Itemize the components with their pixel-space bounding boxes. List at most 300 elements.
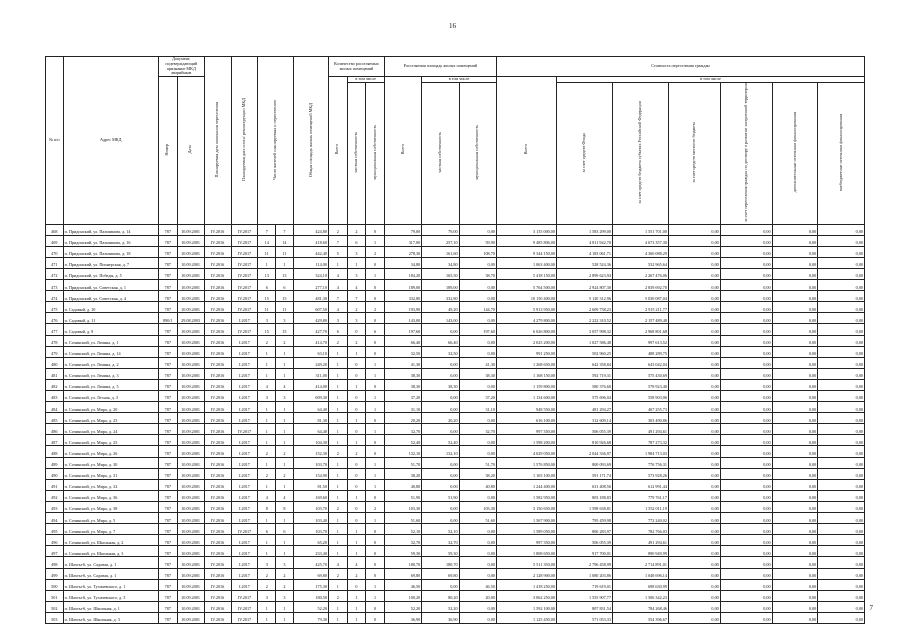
table-cell: 414,70 — [293, 335, 328, 346]
table-cell: 476 — [46, 313, 64, 324]
table-cell: 2 — [347, 568, 366, 579]
table-cell: 7 — [276, 224, 294, 235]
table-cell: 0,00 — [459, 224, 496, 235]
table-cell: 0,00 — [668, 501, 720, 512]
table-cell: 698 630,99 — [612, 579, 668, 590]
table-cell: 143,00 — [384, 313, 421, 324]
table-cell: 10.09.2001 — [177, 513, 204, 524]
table-cell: 10.09.2001 — [177, 302, 204, 313]
table-cell: IV.2016 — [204, 479, 231, 490]
table-cell: 0,00 — [459, 535, 496, 546]
table-cell: IV.2016 — [204, 324, 231, 335]
table-cell: 787 — [158, 490, 177, 501]
table-cell: 469 — [46, 235, 64, 246]
table-cell: 8 — [258, 501, 276, 512]
table-cell: 0,00 — [818, 313, 865, 324]
table-cell: 165,50 — [422, 268, 459, 279]
table-cell: 2 899 623,94 — [556, 268, 612, 279]
table-cell: 787 — [158, 468, 177, 479]
table-cell: 0,00 — [818, 490, 865, 501]
table-cell: 4 360 088,29 — [612, 246, 668, 257]
table-cell: 2 915 211,77 — [612, 302, 668, 313]
table-cell: IV.2016 — [204, 590, 231, 601]
table-cell: 1 592 100,00 — [496, 601, 556, 612]
table-cell: 491 — [46, 479, 64, 490]
table-cell: 0,00 — [818, 524, 865, 535]
table-cell: 1 418 250,00 — [496, 579, 556, 590]
table-cell: п. Шахты-6, ул. Школьная, д. 3 — [63, 612, 158, 623]
table-cell: 10.09.2001 — [177, 424, 204, 435]
table-cell: 2 044 336,97 — [556, 446, 612, 457]
table-cell: 154,90 — [293, 468, 328, 479]
table-cell: 0,00 — [668, 357, 720, 368]
table-cell: 0,00 — [818, 402, 865, 413]
table-cell: 1 — [328, 424, 347, 435]
table-cell: 2 — [276, 579, 294, 590]
table-cell: 4 — [328, 302, 347, 313]
table-cell: I.2017 — [231, 335, 258, 346]
table-cell: 787 — [158, 601, 177, 612]
table-cell: 5 030 087,04 — [612, 291, 668, 302]
table-cell: 2 924 807,30 — [556, 280, 612, 291]
table-cell: 4 — [276, 490, 294, 501]
table-cell: 59,30 — [384, 546, 421, 557]
table-cell: 0,00 — [772, 546, 818, 557]
table-cell: 474 — [46, 291, 64, 302]
table-cell: 0,00 — [772, 413, 818, 424]
table-cell: 0,00 — [668, 590, 720, 601]
table-cell: 41,30 — [384, 357, 421, 368]
table-cell: 0,00 — [720, 446, 772, 457]
table-cell: 5 764 500,00 — [496, 280, 556, 291]
table-cell: 0,00 — [459, 346, 496, 357]
table-cell: 103,70 — [293, 524, 328, 535]
table-cell: 0 — [347, 457, 366, 468]
table-cell: I.2017 — [231, 535, 258, 546]
table-cell: 0 — [347, 513, 366, 524]
table-cell: 10.09.2001 — [177, 235, 204, 246]
table-cell: п. Шахты-6, ул. Тухачевского, д. 3 — [63, 590, 158, 601]
table-cell: 591 171,74 — [556, 468, 612, 479]
table-cell: 0,00 — [459, 413, 496, 424]
table-cell: 0,00 — [772, 535, 818, 546]
table-cell: 2 609 738,23 — [556, 302, 612, 313]
table-cell: 573 928,26 — [612, 468, 668, 479]
header-fund-extra2: внебюджетные источники финансирования — [818, 83, 865, 225]
table-cell: 2 128 900,00 — [496, 568, 556, 579]
table-cell: 4 — [347, 280, 366, 291]
table-cell: 52,20 — [384, 601, 421, 612]
table-row — [46, 324, 865, 335]
table-cell: 502 960,25 — [556, 346, 612, 357]
table-cell: 810 926,68 — [556, 435, 612, 446]
table-cell: 787 — [158, 280, 177, 291]
table-cell: I.2017 — [231, 435, 258, 446]
table-cell: 249,20 — [293, 357, 328, 368]
table-cell: 59,90 — [459, 235, 496, 246]
table-cell: 0,00 — [818, 513, 865, 524]
table-cell: 580 376,60 — [556, 379, 612, 390]
table-cell: 2 — [328, 590, 347, 601]
table-cell: IV.2017 — [231, 291, 258, 302]
table-cell: 32,70 — [384, 424, 421, 435]
table-cell: 1 — [347, 346, 366, 357]
table-cell: 3 — [276, 391, 294, 402]
table-cell: 0,00 — [818, 579, 865, 590]
table-cell: 503 — [46, 612, 64, 623]
table-row — [46, 357, 865, 368]
table-cell: I.2017 — [231, 402, 258, 413]
table-cell: 52,20 — [422, 601, 459, 612]
table-cell: 3 135 000,00 — [496, 224, 556, 235]
table-cell: 15 — [276, 291, 294, 302]
table-cell: 787 — [158, 446, 177, 457]
header-fund-fund: за счет средств Фонда — [556, 83, 612, 225]
table-cell: 132,10 — [422, 446, 459, 457]
table-cell: IV.2016 — [204, 291, 231, 302]
table-cell: 0,00 — [422, 579, 459, 590]
table-row — [46, 291, 865, 302]
table-cell: 0,00 — [818, 457, 865, 468]
table-cell: 4 — [258, 379, 276, 390]
table-cell: п. Сочинский, ул. Школьная, д. 3 — [63, 546, 158, 557]
table-cell: I.2017 — [231, 413, 258, 424]
table-cell: 1 063 400,00 — [496, 257, 556, 268]
table-cell: 11 — [258, 246, 276, 257]
table-cell: 11 — [276, 302, 294, 313]
header-fund-local: за счет средств местного бюджета — [668, 83, 720, 225]
table-cell: 484 — [46, 402, 64, 413]
table-cell: 612 991,44 — [612, 479, 668, 490]
table-cell: 0,00 — [668, 568, 720, 579]
table-cell: 0 — [366, 313, 385, 324]
table-cell: 1 — [276, 357, 294, 368]
table-cell: 496 — [46, 535, 64, 546]
table-cell: 0,00 — [668, 391, 720, 402]
table-cell: 0 — [366, 524, 385, 535]
table-cell: 0,00 — [772, 257, 818, 268]
table-cell: 0 — [366, 379, 385, 390]
table-cell: 2 — [366, 246, 385, 257]
table-cell: 491 294,61 — [612, 535, 668, 546]
table-cell: п. Сочинский, ул. Ленина, д. 1 — [63, 335, 158, 346]
table-cell: 1 598 638,81 — [556, 501, 612, 512]
header-planned-resettlement: Планируемая дата окончания переселения — [204, 57, 231, 225]
table-cell: 0,00 — [818, 268, 865, 279]
table-cell: I.2017 — [231, 379, 258, 390]
table-cell: IV.2016 — [204, 268, 231, 279]
table-cell: 807 831,54 — [556, 601, 612, 612]
table-cell: 144,70 — [459, 302, 496, 313]
table-cell: 0,00 — [668, 579, 720, 590]
table-cell: 3 — [258, 590, 276, 601]
table-cell: 0,00 — [720, 513, 772, 524]
header-total-area: Общая площадь жилых помещений МКД — [293, 57, 328, 225]
table-cell: 317,00 — [384, 235, 421, 246]
table-cell: п. Сочинский, ул. Ленина, д. 3 — [63, 368, 158, 379]
table-cell: 32,70 — [422, 535, 459, 546]
table-cell: 554 396,67 — [612, 612, 668, 623]
table-cell: 8 — [276, 501, 294, 512]
table-cell: 1 — [258, 457, 276, 468]
table-cell: 2 — [258, 579, 276, 590]
table-cell: 10.09.2001 — [177, 435, 204, 446]
table-cell: 0,00 — [818, 435, 865, 446]
table-cell: 489 — [46, 457, 64, 468]
table-cell: 0,00 — [668, 413, 720, 424]
table-cell: 3 — [347, 313, 366, 324]
table-cell: 0,00 — [818, 357, 865, 368]
table-cell: 10.09.2001 — [177, 446, 204, 457]
table-cell: 10.09.2001 — [177, 402, 204, 413]
table-cell: 0,00 — [422, 513, 459, 524]
table-row — [46, 524, 865, 535]
table-cell: 1 — [366, 579, 385, 590]
table-cell: 108,70 — [459, 246, 496, 257]
table-cell: 184,20 — [384, 268, 421, 279]
table-row — [46, 424, 865, 435]
table-cell: 1 — [328, 468, 347, 479]
header-area-private: частная собственность — [422, 83, 459, 225]
table-cell: 5 418 150,00 — [496, 268, 556, 279]
header-planned-demolition: Планируемая дата сноса/ реконструкции МКД — [231, 57, 258, 225]
table-cell: 1 582 950,00 — [496, 490, 556, 501]
table-cell: 0,00 — [668, 479, 720, 490]
table-cell: 0,00 — [668, 268, 720, 279]
table-cell: 0,00 — [772, 435, 818, 446]
table-row — [46, 391, 865, 402]
table-cell: 997 350,00 — [496, 535, 556, 546]
table-cell: 4 279 800,00 — [496, 313, 556, 324]
table-cell: 3 062 250,00 — [496, 590, 556, 601]
resettlement-table — [45, 56, 865, 624]
table-cell: 1 — [276, 435, 294, 446]
table-cell: IV.2016 — [204, 579, 231, 590]
table-cell: 0,00 — [668, 546, 720, 557]
table-cell: 498 — [46, 557, 64, 568]
table-cell: IV.2016 — [204, 446, 231, 457]
table-cell: 616 100,00 — [496, 413, 556, 424]
table-cell: 0 — [366, 557, 385, 568]
table-cell: 11 — [258, 302, 276, 313]
table-cell: 1 159 800,00 — [496, 379, 556, 390]
table-cell: 0,00 — [818, 291, 865, 302]
table-cell: 37,20 — [459, 391, 496, 402]
table-cell: п. Шахты-6, ул. Садовая, д. 1 — [63, 568, 158, 579]
table-cell: 4 029 050,00 — [496, 446, 556, 457]
table-cell: 427,70 — [293, 324, 328, 335]
table-cell: 332,80 — [384, 291, 421, 302]
table-cell: 772 240,02 — [612, 513, 668, 524]
table-cell: 787 — [158, 379, 177, 390]
table-cell: 0,00 — [772, 568, 818, 579]
table-cell: 193,90 — [384, 302, 421, 313]
table-cell: 787 — [158, 524, 177, 535]
table-cell: 787 — [158, 546, 177, 557]
table-cell: 492 — [46, 490, 64, 501]
table-cell: 609,30 — [293, 391, 328, 402]
table-cell: 0,00 — [668, 424, 720, 435]
table-cell: 1 — [328, 579, 347, 590]
table-cell: 1 — [258, 435, 276, 446]
table-cell: п. Придонский, ул. Пионерская, д. 7 — [63, 257, 158, 268]
table-cell: 0,00 — [772, 291, 818, 302]
table-cell: 1 — [258, 601, 276, 612]
table-cell: 0,00 — [720, 224, 772, 235]
header-doc-group: Документ, подтверждающий признание МКД аварийным — [158, 57, 204, 77]
table-cell: 787 — [158, 357, 177, 368]
table-row — [46, 413, 865, 424]
table-cell: 0,00 — [720, 568, 772, 579]
table-cell: 0,00 — [459, 601, 496, 612]
table-cell: 6 — [276, 524, 294, 535]
table-cell: 2 — [328, 335, 347, 346]
table-cell: 787 — [158, 612, 177, 623]
table-cell: 0,00 — [720, 435, 772, 446]
table-cell: 0,00 — [422, 479, 459, 490]
table-cell: 9 344 150,00 — [496, 246, 556, 257]
table-cell: 1 — [366, 457, 385, 468]
table-cell: 233,40 — [293, 546, 328, 557]
table-cell: 470 — [46, 246, 64, 257]
table-cell: 1 984 713,03 — [612, 446, 668, 457]
table-cell: 0,00 — [772, 357, 818, 368]
table-cell: 1 506 342,23 — [612, 590, 668, 601]
table-cell: 0,00 — [668, 313, 720, 324]
table-cell: п. Придонский, ул. Пальчикова, д. 16 — [63, 235, 158, 246]
table-cell: 782 766,03 — [612, 524, 668, 535]
table-cell: 0,00 — [668, 402, 720, 413]
table-cell: 787 — [158, 246, 177, 257]
table-cell: 1 — [347, 601, 366, 612]
table-cell: 10.09.2001 — [177, 535, 204, 546]
table-cell: 32,50 — [422, 346, 459, 357]
table-cell: 0,00 — [720, 257, 772, 268]
table-cell: 495 — [46, 524, 64, 535]
table-cell: 37,20 — [384, 391, 421, 402]
table-cell: 1 134 600,00 — [496, 391, 556, 402]
table-cell: 481 294,27 — [556, 402, 612, 413]
table-cell: 66,40 — [384, 335, 421, 346]
table-cell: 468 — [46, 224, 64, 235]
table-cell: 442,40 — [293, 246, 328, 257]
table-cell: 1 — [347, 524, 366, 535]
table-cell: 491 294,61 — [612, 424, 668, 435]
table-cell: 1 — [328, 457, 347, 468]
table-cell: IV.2016 — [204, 524, 231, 535]
table-cell: 1 — [347, 590, 366, 601]
table-cell: 1 — [328, 257, 347, 268]
table-cell: п. Сочинский, ул. Ленина, д. 5 — [63, 379, 158, 390]
table-cell: 1 — [328, 524, 347, 535]
table-cell: 2 — [276, 446, 294, 457]
table-cell: 2 839 692,70 — [612, 280, 668, 291]
table-cell: IV.2017 — [231, 268, 258, 279]
table-cell: 10.09.2001 — [177, 457, 204, 468]
table-cell: 10.09.2001 — [177, 568, 204, 579]
table-cell: 2 — [366, 302, 385, 313]
table-cell: 278,30 — [384, 246, 421, 257]
table-cell: 2 968 801,68 — [612, 324, 668, 335]
table-cell: 1 808 650,00 — [496, 546, 556, 557]
table-cell: 2 — [276, 468, 294, 479]
table-cell: 180,70 — [422, 557, 459, 568]
table-cell: IV.2016 — [204, 568, 231, 579]
table-cell: 2 — [258, 468, 276, 479]
table-cell: 0,00 — [668, 524, 720, 535]
table-cell: 152,30 — [293, 446, 328, 457]
table-cell: 1 — [347, 435, 366, 446]
table-cell: IV.2016 — [204, 601, 231, 612]
table-cell: 0,00 — [772, 302, 818, 313]
table-cell: 3 — [276, 557, 294, 568]
table-cell: 277,10 — [293, 280, 328, 291]
table-cell: 2 — [328, 568, 347, 579]
table-cell: 1 — [276, 546, 294, 557]
table-cell: 0,00 — [668, 302, 720, 313]
table-cell: 787 — [158, 568, 177, 579]
table-cell: 1 — [347, 535, 366, 546]
header-fund-subject: за счет средств бюджета субъекта Российской Федерации — [612, 83, 668, 225]
table-cell: 103,70 — [293, 457, 328, 468]
table-cell: 0,00 — [459, 446, 496, 457]
table-cell: 0,00 — [818, 224, 865, 235]
table-cell: IV.2017 — [231, 224, 258, 235]
table-cell: 52,20 — [293, 601, 328, 612]
table-cell: 6 — [258, 524, 276, 535]
table-cell: 0,00 — [668, 257, 720, 268]
table-cell: 6 — [366, 324, 385, 335]
table-row — [46, 612, 865, 623]
table-cell: 0,00 — [668, 368, 720, 379]
table-cell: п. Сочинский, ул. Ленина, д. 14 — [63, 346, 158, 357]
table-cell: 0,00 — [818, 568, 865, 579]
table-cell: 1 — [328, 435, 347, 446]
table-cell: 10.09.2001 — [177, 501, 204, 512]
table-cell: 890/1 — [158, 313, 177, 324]
table-cell: 1 — [276, 402, 294, 413]
table-cell: 3 — [347, 246, 366, 257]
table-cell: 0,00 — [459, 490, 496, 501]
table-cell: 0,00 — [720, 424, 772, 435]
table-cell: 0,00 — [720, 490, 772, 501]
table-cell: 0,00 — [668, 513, 720, 524]
table-cell: 787 — [158, 235, 177, 246]
table-cell: 51,60 — [384, 513, 421, 524]
table-cell: 787 — [158, 324, 177, 335]
table-cell: 575 430,69 — [612, 368, 668, 379]
table-cell: 0,00 — [772, 313, 818, 324]
header-residents: Число жителей планируемых к переселению — [258, 57, 293, 225]
table-cell: 0,00 — [459, 313, 496, 324]
table-cell: 0,00 — [668, 535, 720, 546]
table-cell: IV.2016 — [204, 546, 231, 557]
table-row — [46, 501, 865, 512]
table-cell: 0,00 — [668, 468, 720, 479]
table-cell: 1 — [328, 601, 347, 612]
table-cell: 1 — [366, 268, 385, 279]
table-cell: 1 551 701,00 — [612, 224, 668, 235]
table-cell: 571 053,33 — [556, 612, 612, 623]
table-cell: 0,00 — [818, 391, 865, 402]
table-cell: 11 — [276, 246, 294, 257]
table-cell: IV.2017 — [231, 612, 258, 623]
table-cell: 46,50 — [384, 579, 421, 590]
table-cell: 34,80 — [422, 257, 459, 268]
table-cell: 1 — [328, 413, 347, 424]
table-cell: 46,50 — [459, 579, 496, 590]
table-cell: 38,30 — [459, 368, 496, 379]
